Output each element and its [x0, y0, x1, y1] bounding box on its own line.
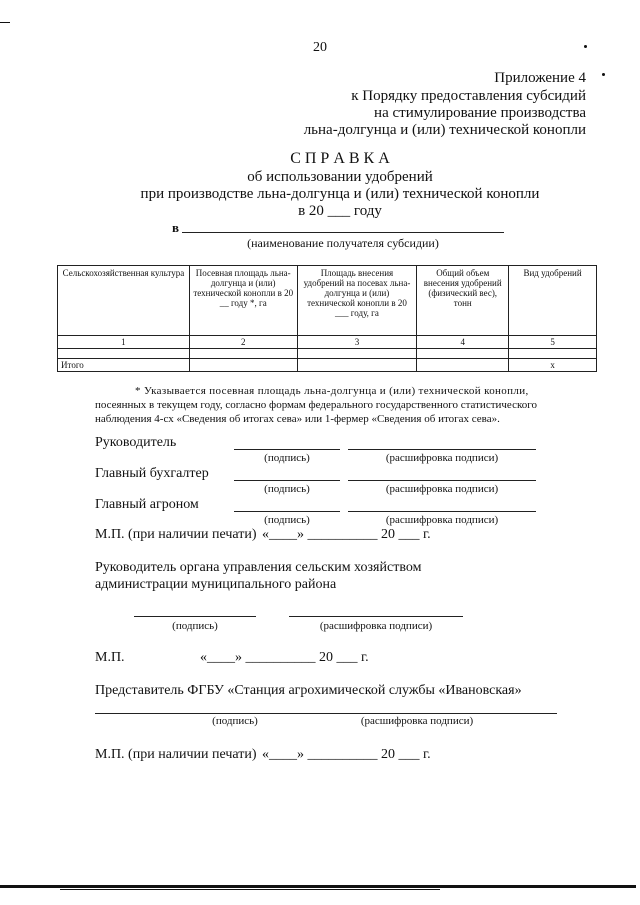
header-fertilizer-type: Вид удобрений — [509, 266, 597, 336]
agronomist-decode-field[interactable] — [348, 511, 536, 512]
station-date-line[interactable]: «____» __________ 20 ___ г. — [262, 747, 431, 762]
total-cell[interactable] — [417, 359, 509, 372]
footnote-line-3: наблюдения 4-сх «Сведения об итогах сева» или 1-фермер «Сведения об итогах сева». — [95, 413, 500, 425]
agronomist-signature-field[interactable] — [234, 511, 340, 512]
page-number: 20 — [313, 40, 327, 55]
header-fertilizer-volume: Общий объем внесения удобрений (физический вес), тонн — [417, 266, 509, 336]
column-number: 4 — [417, 336, 509, 349]
head-decode-caption: (расшифровка подписи) — [385, 452, 499, 464]
head-signature-caption: (подпись) — [264, 452, 310, 464]
data-cell[interactable] — [417, 349, 509, 359]
agronomist-signature-caption: (подпись) — [264, 514, 310, 526]
title-line-3: в 20 ___ году — [298, 203, 382, 219]
accountant-signature-field[interactable] — [234, 480, 340, 481]
accountant-signature-caption: (подпись) — [264, 483, 310, 495]
authority-date-line[interactable]: «____» __________ 20 ___ г. — [200, 650, 369, 665]
station-signature-caption: (подпись) — [212, 715, 258, 727]
accountant-decode-caption: (расшифровка подписи) — [385, 483, 499, 495]
authority-stamp: М.П. — [95, 650, 125, 665]
speck-dot — [602, 73, 605, 76]
station-stamp-note: М.П. (при наличии печати) — [95, 747, 257, 762]
head-signature-field[interactable] — [234, 449, 340, 450]
fertilizer-table — [57, 265, 597, 372]
appendix-line-3: льна-долгунца и (или) технической конопли — [303, 122, 586, 138]
authority-line-2: администрации муниципального района — [95, 577, 337, 592]
recipient-field[interactable] — [182, 232, 504, 233]
column-number: 1 — [58, 336, 190, 349]
recipient-prefix: в — [172, 220, 180, 235]
station-title: Представитель ФГБУ «Станция агрохимической службы «Ивановская» — [95, 683, 522, 698]
footnote-line-1: * Указывается посевная площадь льна-долгунца и (или) технической конопли, — [135, 385, 529, 397]
recipient-caption: (наименование получателя субсидии) — [247, 236, 439, 250]
agronomist-label: Главный агроном — [95, 497, 199, 512]
bottom-scan-edge — [60, 889, 440, 890]
authority-decode-caption: (расшифровка подписи) — [319, 620, 433, 632]
head-decode-field[interactable] — [348, 449, 536, 450]
authority-decode-field[interactable] — [289, 616, 463, 617]
total-cell[interactable] — [189, 359, 297, 372]
data-cell[interactable] — [189, 349, 297, 359]
authority-signature-caption: (подпись) — [172, 620, 218, 632]
appendix-line-1: к Порядку предоставления субсидий — [351, 88, 586, 104]
data-cell[interactable] — [58, 349, 190, 359]
title-line-2: при производстве льна-долгунца и (или) технической конопли — [140, 186, 540, 202]
header-sown-area: Посевная площадь льна-долгунца и (или) технической конопли в 20 __ году *, га — [189, 266, 297, 336]
header-crop: Сельскохозяйственная культура — [58, 266, 190, 336]
authority-signature-field[interactable] — [134, 616, 256, 617]
title-line-1: об использовании удобрений — [247, 169, 433, 185]
column-number: 2 — [189, 336, 297, 349]
corner-mark — [0, 22, 10, 23]
speck-dot — [584, 45, 587, 48]
stamp-note: М.П. (при наличии печати) — [95, 527, 257, 542]
agronomist-decode-caption: (расшифровка подписи) — [385, 514, 499, 526]
data-cell[interactable] — [297, 349, 417, 359]
appendix-line-2: на стимулирование производства — [374, 105, 586, 121]
authority-line-1: Руководитель органа управления сельским хозяйством — [95, 560, 422, 575]
data-cell[interactable] — [509, 349, 597, 359]
station-decode-caption: (расшифровка подписи) — [360, 715, 474, 727]
date-line[interactable]: «____» __________ 20 ___ г. — [262, 527, 431, 542]
appendix-label: Приложение 4 — [494, 70, 586, 86]
station-signature-line[interactable] — [95, 713, 557, 714]
accountant-decode-field[interactable] — [348, 480, 536, 481]
header-fertilized-area: Площадь внесения удобрений на посевах льна-долгунца и (или) технической конопли в 20 ___ году, га — [297, 266, 417, 336]
column-number: 5 — [509, 336, 597, 349]
footnote-line-2: посеянных в текущем году, согласно формам федерального государственного статистического — [95, 399, 537, 411]
accountant-label: Главный бухгалтер — [95, 466, 209, 481]
total-cell[interactable] — [297, 359, 417, 372]
document-title: С П Р А В К А — [290, 150, 390, 167]
head-label: Руководитель — [95, 435, 177, 450]
column-number: 3 — [297, 336, 417, 349]
total-label: Итого — [58, 359, 190, 372]
bottom-scan-edge — [0, 885, 636, 888]
total-mark: х — [509, 359, 597, 372]
